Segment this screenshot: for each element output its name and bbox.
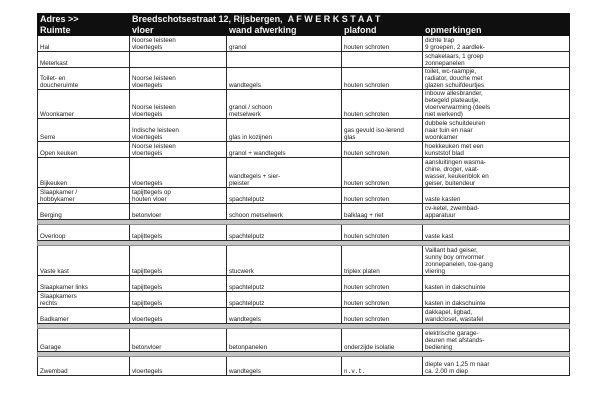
cell-ruimte: Slaapkamer links: [38, 276, 130, 292]
cell-opm: vaste kast: [423, 225, 570, 241]
cell-plafond: gas gevuld iso-lerend glas: [342, 119, 423, 142]
cell-opm: elektrische garage- deuren met afstands- bediening: [423, 329, 570, 352]
cell-vloer: [130, 52, 227, 68]
col-header-vloer: vloer: [130, 25, 227, 36]
cell-opm: cv-ketel, zwembad- apparatuur: [423, 204, 570, 220]
table-row: [38, 204, 570, 220]
table-row: [38, 292, 570, 308]
cell-ruimte: Overloop: [38, 225, 130, 241]
cell-ruimte: Slaapkamer / hobbykamer: [38, 188, 130, 204]
cell-plafond: n.v.t.: [342, 357, 423, 376]
cell-plafond: [342, 52, 423, 68]
cell-opm: Vaillant bad geiser, sunny boy omvormer zonnepanelen, toe-gang vliering: [423, 246, 570, 276]
table-row: [38, 158, 570, 188]
cell-wand: spachtelputz: [227, 292, 342, 308]
cell-vloer: vloertegels: [130, 308, 227, 324]
table-row: [38, 52, 570, 68]
col-header-opmerkingen: opmerkingen: [423, 25, 570, 36]
cell-ruimte: Slaapkamers rechts: [38, 292, 130, 308]
cell-ruimte: Zwembad: [38, 357, 130, 376]
cell-ruimte: Meterkast: [38, 52, 130, 68]
table-row: [38, 36, 570, 52]
cell-vloer: Noorse leisteen vloertegels: [130, 68, 227, 90]
cell-ruimte: Open keuken: [38, 142, 130, 158]
header-row-columns: [38, 25, 570, 36]
cell-wand: spachtelputz: [227, 188, 342, 204]
cell-opm: vaste kasten: [423, 188, 570, 204]
cell-wand: granol: [227, 36, 342, 52]
cell-vloer: betonvloer: [130, 204, 227, 220]
document-title: A F W E R K S T A A T: [287, 14, 381, 24]
cell-wand: [227, 52, 342, 68]
cell-vloer: tapijttegels: [130, 225, 227, 241]
cell-vloer: tapijttegels op houten vloer: [130, 188, 227, 204]
table-row: [38, 119, 570, 142]
cell-plafond: houten schroten: [342, 292, 423, 308]
table-row: [38, 308, 570, 324]
cell-wand: wandtegels + sier- pleister: [227, 158, 342, 188]
cell-wand: wandtegels: [227, 308, 342, 324]
cell-vloer: Noorse leisteen vloertegels: [130, 142, 227, 158]
col-header-ruimte: Ruimte: [38, 25, 130, 36]
cell-opm: toilet, wc-raampje, radiator, douche met glazen schuifdeurtjes: [423, 68, 570, 90]
cell-plafond: houten schroten: [342, 90, 423, 119]
afwerkstaat-table: [37, 13, 570, 376]
table-row: [38, 90, 570, 119]
cell-ruimte: Hal: [38, 36, 130, 52]
cell-plafond: triplex platen: [342, 246, 423, 276]
cell-wand: spachtelputz: [227, 276, 342, 292]
cell-ruimte: Berging: [38, 204, 130, 220]
cell-plafond: houten schroten: [342, 308, 423, 324]
cell-wand: stucwerk: [227, 246, 342, 276]
table-row: [38, 329, 570, 352]
cell-plafond: houten schroten: [342, 68, 423, 90]
table-row: [38, 225, 570, 241]
cell-plafond: onderzijde isolatie: [342, 329, 423, 352]
cell-plafond: houten schroten: [342, 276, 423, 292]
table-row: [38, 68, 570, 90]
cell-opm: aansluitingen wasma- chine, droger, vaat- wasser, keukenblok en geiser, buitendeur: [423, 158, 570, 188]
cell-ruimte: Toilet- en doucheruimte: [38, 68, 130, 90]
cell-plafond: houten schroten: [342, 158, 423, 188]
cell-plafond: houten schroten: [342, 36, 423, 52]
col-header-wand: wand afwerking: [227, 25, 342, 36]
address-and-title: [130, 14, 570, 25]
cell-opm: kasten in dakschuinte: [423, 276, 570, 292]
cell-vloer: tapijttegels: [130, 276, 227, 292]
cell-plafond: balklaag + riet: [342, 204, 423, 220]
table-row: [38, 357, 570, 376]
cell-wand: granol / schoon metselwerk: [227, 90, 342, 119]
cell-vloer: tapijttegels: [130, 246, 227, 276]
cell-vloer: betonvloer: [130, 329, 227, 352]
afwerkstaat-document: [37, 13, 569, 376]
table-row: [38, 188, 570, 204]
cell-vloer: Noorse leisteen vloertegels: [130, 90, 227, 119]
cell-wand: spachtelputz: [227, 225, 342, 241]
cell-opm: dakkapel, ligbad, wandcloset, wastafel: [423, 308, 570, 324]
cell-plafond: houten schroten: [342, 225, 423, 241]
cell-wand: glas in kozijnen: [227, 119, 342, 142]
header-row-address: [38, 14, 570, 25]
cell-ruimte: Bijkeuken: [38, 158, 130, 188]
cell-vloer: tapijttegels: [130, 292, 227, 308]
cell-ruimte: Garage: [38, 329, 130, 352]
table-row: [38, 246, 570, 276]
cell-plafond: houten schroten: [342, 188, 423, 204]
cell-wand: betonpanelen: [227, 329, 342, 352]
cell-ruimte: Serre: [38, 119, 130, 142]
cell-vloer: vloertegels: [130, 357, 227, 376]
cell-ruimte: Badkamer: [38, 308, 130, 324]
col-header-plafond: plafond: [342, 25, 423, 36]
cell-opm: dubbele schuitdeuren naar tuin en naar woonkamer: [423, 119, 570, 142]
address-text: Breedschotsestraat 12, Rijsbergen,: [132, 14, 283, 24]
cell-plafond: houten schroten: [342, 142, 423, 158]
cell-wand: wandtegels: [227, 357, 342, 376]
cell-opm: inbouw allesbrander, betegeld plateautje, vloerverwarming (deels niet werkend): [423, 90, 570, 119]
cell-opm: dichte trap 9 groepen, 2 aardlek-: [423, 36, 570, 52]
cell-vloer: vloertegels: [130, 158, 227, 188]
cell-wand: schoon metselwerk: [227, 204, 342, 220]
cell-wand: granol + wandtegels: [227, 142, 342, 158]
cell-opm: hoekkeuken met een kunststof blad: [423, 142, 570, 158]
cell-opm: schakelaars, 1 groep zonnepanelen: [423, 52, 570, 68]
cell-opm: kasten in dakschuinte: [423, 292, 570, 308]
cell-opm: diepte van 1,25 m naar ca. 2.00 m diep: [423, 357, 570, 376]
cell-wand: wandtegels: [227, 68, 342, 90]
cell-vloer: Indische leisteen vloertegels: [130, 119, 227, 142]
cell-ruimte: Woonkamer: [38, 90, 130, 119]
cell-ruimte: Vaste kast: [38, 246, 130, 276]
address-label: Adres >>: [38, 14, 130, 25]
table-row: [38, 142, 570, 158]
cell-vloer: Noorse leisteen vloertegels: [130, 36, 227, 52]
table-row: [38, 276, 570, 292]
